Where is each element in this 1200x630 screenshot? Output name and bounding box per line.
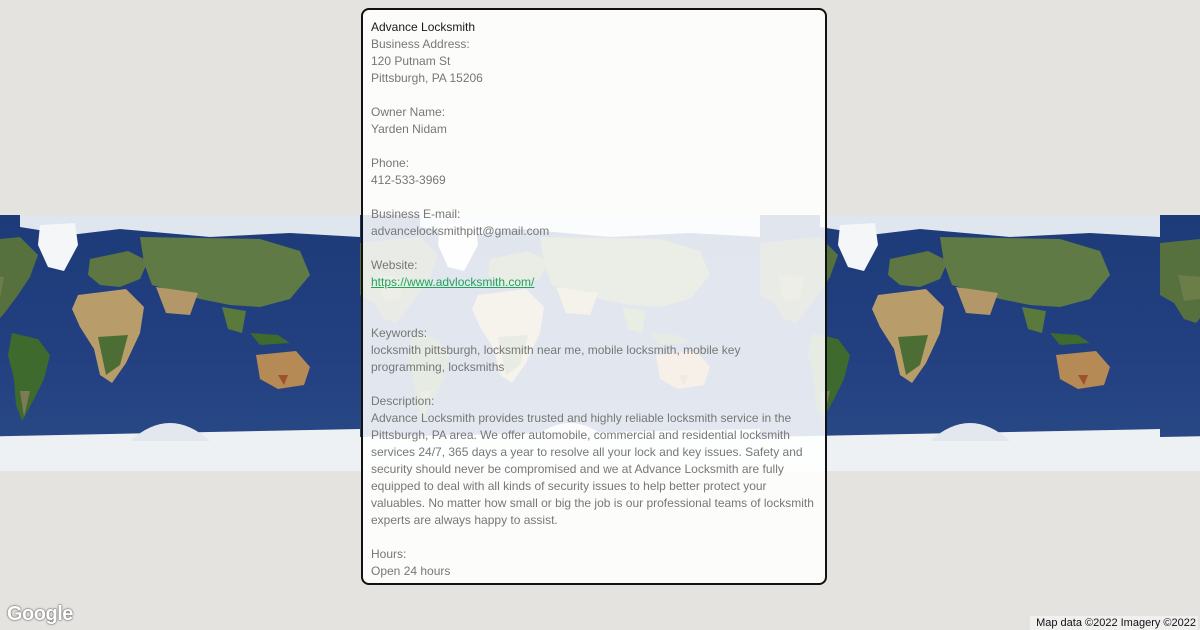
address-line-1: 120 Putnam St	[371, 54, 451, 68]
map-attribution: Map data ©2022 Imagery ©2022	[1030, 616, 1198, 630]
google-logo[interactable]: Google	[7, 603, 73, 625]
address-label: Business Address:	[371, 37, 470, 51]
keywords-text: locksmith pittsburgh, locksmith near me, mobile locksmith, mobile key programming, locksmiths	[371, 343, 741, 374]
owner-label: Owner Name:	[371, 105, 446, 119]
business-name: Advance Locksmith	[371, 20, 476, 34]
email-address: advancelocksmithpitt@gmail.com	[371, 224, 550, 238]
business-info-card	[361, 8, 827, 585]
website-link[interactable]: https://www.advlocksmith.com/	[371, 275, 535, 289]
email-label: Business E-mail:	[371, 207, 461, 221]
description-text: Advance Locksmith provides trusted and highly reliable locksmith service in the Pittsburgh, PA area. We offer automobile, commercial and residential locksmith services 24/7, 365 days a year to resolve all your lock and key issues. Safety and security should never be compromised and we at Advance Locksmith are fully equipped to deal with all kinds of security issues to help better protect your valuables. No matter how small or big the job is our professional teams of locksmith experts are always happy to assist.	[371, 411, 814, 527]
hours-text: Open 24 hours	[371, 564, 451, 578]
owner-name: Yarden Nidam	[371, 122, 447, 136]
keywords-label: Keywords:	[371, 326, 428, 340]
hours-label: Hours:	[371, 547, 407, 561]
phone-label: Phone:	[371, 156, 410, 170]
description-label: Description:	[371, 394, 435, 408]
address-line-2: Pittsburgh, PA 15206	[371, 71, 483, 85]
website-label: Website:	[371, 258, 418, 272]
phone-number: 412-533-3969	[371, 173, 446, 187]
